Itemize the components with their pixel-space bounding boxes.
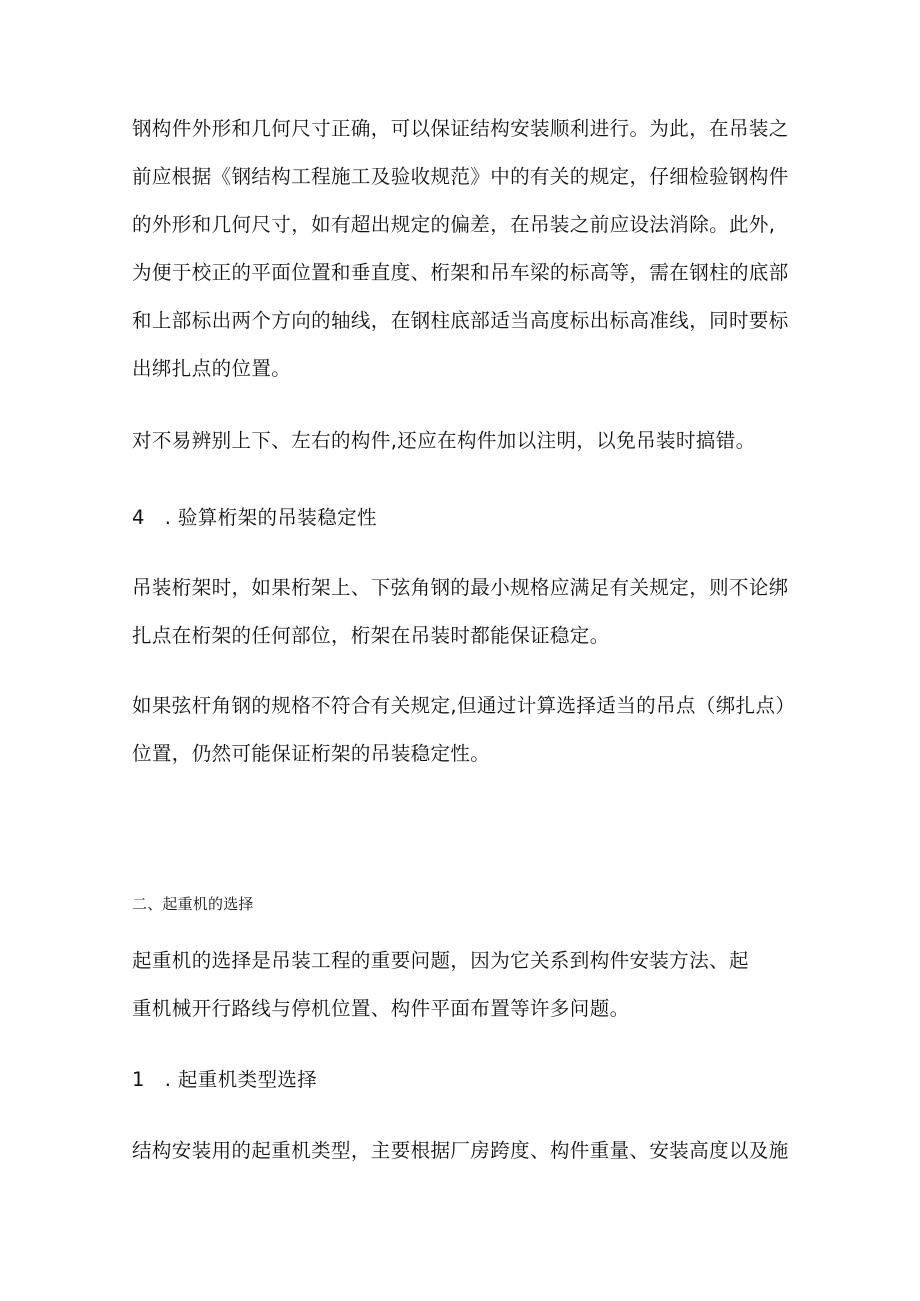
paragraph-3-line-2: 扎点在桁架的任何部位，桁架在吊装时都能保证稳定。 — [132, 624, 610, 647]
paragraph-4-line-2: 位置，仍然可能保证桁架的吊装稳定性。 — [132, 742, 491, 765]
paragraph-1-line-1: 钢构件外形和几何尺寸正确，可以保证结构安装顺利进行。为此，在吊装之 — [132, 117, 789, 140]
paragraph-3-line-1: 吊装桁架时，如果桁架上、下弦角钢的最小规格应满足有关规定，则不论绑 — [132, 576, 789, 599]
heading-1: 1 . 起重机类型选择 — [132, 1068, 318, 1091]
paragraph-1-line-5: 和上部标出两个方向的轴线，在钢柱底部适当高度标出标高准线，同时要标 — [132, 309, 789, 332]
paragraph-6-line-1: 结构安装用的起重机类型，主要根据厂房跨度、构件重量、安装高度以及施 — [132, 1139, 789, 1162]
paragraph-1-line-2: 前应根据《钢结构工程施工及验收规范》中的有关的规定，仔细检验钢构件 — [132, 165, 789, 188]
paragraph-1-line-4: 为便于校正的平面位置和垂直度、桁架和吊车梁的标高等，需在钢柱的底部 — [132, 261, 789, 284]
paragraph-1-line-3: 的外形和几何尺寸，如有超出规定的偏差，在吊装之前应设法消除。此外, — [132, 213, 776, 236]
heading-4: 4 . 验算桁架的吊装稳定性 — [132, 506, 377, 529]
paragraph-2: 对不易辨别上下、左右的构件,还应在构件加以注明，以免吊装时搞错。 — [132, 429, 756, 452]
paragraph-5-line-2: 重机械开行路线与停机位置、构件平面布置等许多问题。 — [132, 997, 630, 1020]
paragraph-1-line-6: 出绑扎点的位置。 — [132, 357, 292, 380]
paragraph-5-line-1: 起重机的选择是吊装工程的重要问题，因为它关系到构件安装方法、起 — [132, 949, 749, 972]
section-heading-2: 二、起重机的选择 — [132, 895, 254, 913]
paragraph-4-line-1: 如果弦杆角钢的规格不符合有关规定,但通过计算选择适当的吊点（绑扎点） — [132, 694, 796, 717]
